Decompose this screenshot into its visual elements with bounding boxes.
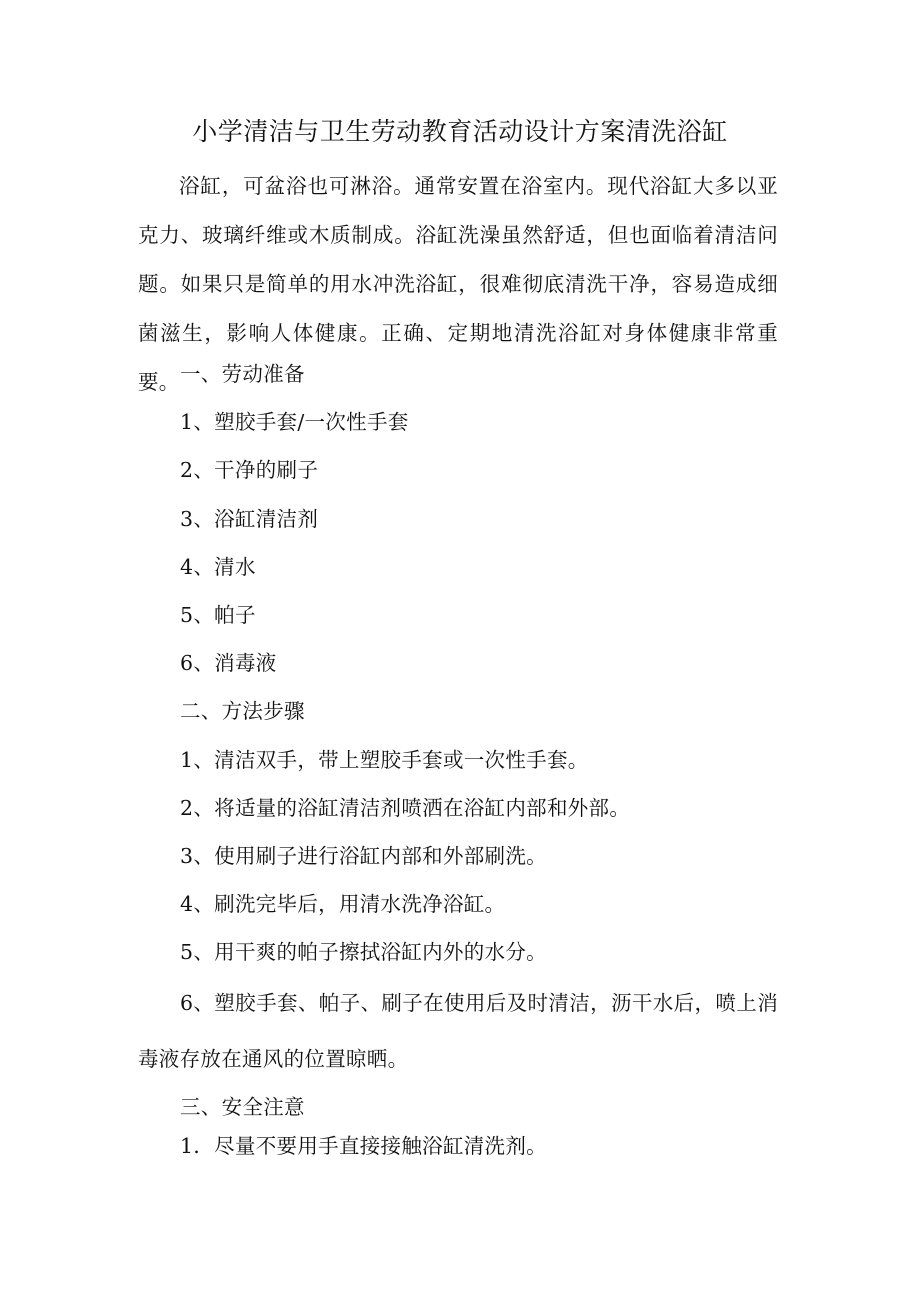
- section-heading-safety: 三、安全注意: [180, 1095, 305, 1119]
- intro-paragraph: 浴缸，可盆浴也可淋浴。通常安置在浴室内。现代浴缸大多以亚克力、玻璃纤维或木质制成。浴缸洗澡虽然舒适，但也面临着清洁问题。如果只是简单的用水冲洗浴缸，很难彻底清洗干净，容易造成细菌滋生，影响人体健康。正确、定期地清洗浴缸对身体健康非常重要。: [138, 174, 778, 394]
- section-heading-steps: 二、方法步骤: [180, 699, 305, 723]
- list-item: 3、使用刷子进行浴缸内部和外部刷洗。: [180, 844, 547, 868]
- document-title: 小学清洁与卫生劳动教育活动设计方案清洗浴缸: [192, 117, 728, 146]
- list-item: 6、塑胶手套、帕子、刷子在使用后及时清洁，沥干水后，喷上消毒液存放在通风的位置晾晒。: [138, 991, 778, 1071]
- list-item: 1、塑胶手套/一次性手套: [180, 410, 409, 434]
- list-item: 1．尽量不要用手直接接触浴缸清洗剂。: [180, 1134, 547, 1158]
- list-item: 5、用干爽的帕子擦拭浴缸内外的水分。: [180, 940, 547, 964]
- list-item: 6、消毒液: [180, 651, 277, 675]
- list-item: 3、浴缸清洁剂: [180, 507, 319, 531]
- list-item: 4、清水: [180, 555, 256, 579]
- list-item: 5、帕子: [180, 603, 256, 627]
- list-item: 2、将适量的浴缸清洁剂喷洒在浴缸内部和外部。: [180, 796, 631, 820]
- section-heading-preparation: 一、劳动准备: [180, 362, 305, 386]
- list-item: 4、刷洗完毕后，用清水洗净浴缸。: [180, 892, 506, 916]
- list-item: 2、干净的刷子: [180, 458, 319, 482]
- list-item: 1、清洁双手，带上塑胶手套或一次性手套。: [180, 748, 589, 772]
